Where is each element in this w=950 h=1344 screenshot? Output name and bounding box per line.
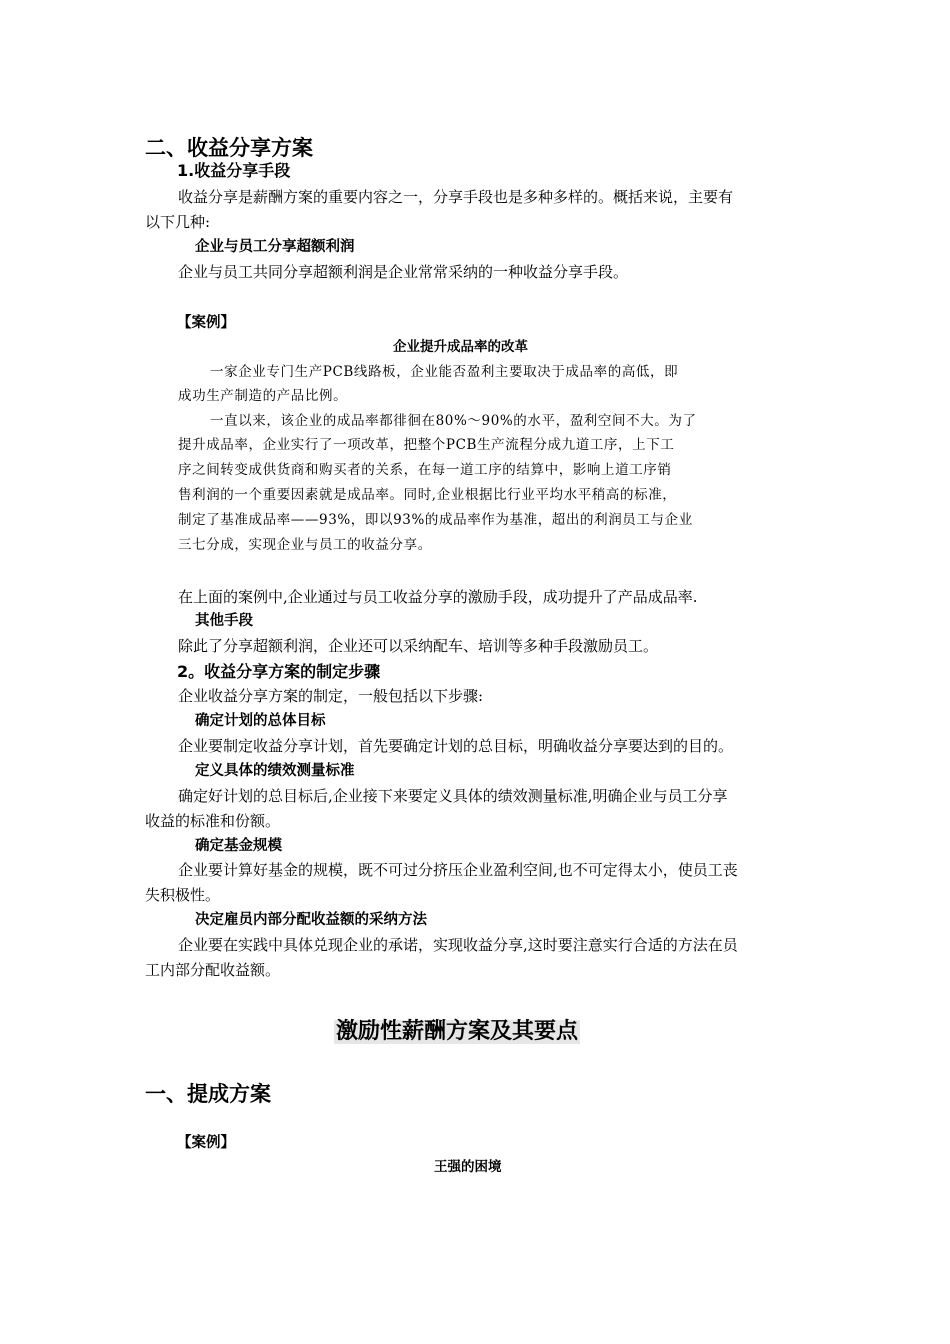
subsection-title-sharing-methods: 1.收益分享手段 xyxy=(177,161,291,180)
case-label-2: 【案例】 xyxy=(177,1135,235,1151)
item-title-excess-profit: 企业与员工分享超额利润 xyxy=(195,239,355,255)
item-text-excess-profit: 企业与员工共同分享超额利润是企业常常采纳的一种收益分享手段。 xyxy=(178,263,629,281)
step-text-line: 工内部分配收益额。 xyxy=(145,961,281,979)
case-text-line: 制定了基准成品率——93%，即以93%的成品率作为基准，超出的利润员工与企业 xyxy=(178,512,693,528)
case-text-line: 成功生产制造的产品比例。 xyxy=(178,388,348,404)
case-text-line: 一家企业专门生产PCB线路板，企业能否盈利主要取决于成品率的高低，即 xyxy=(210,364,679,380)
case-text-line: 一直以来，该企业的成品率都徘徊在80%～90%的水平，盈利空间不大。为了 xyxy=(210,413,697,429)
step-text-line: 企业要制定收益分享计划，首先要确定计划的总目标，明确收益分享要达到的目的。 xyxy=(178,737,734,755)
case-text-line: 三七分成，实现企业与员工的收益分享。 xyxy=(178,537,432,553)
step-text-line: 失积极性。 xyxy=(145,886,221,904)
step-text-line: 确定好计划的总目标后,企业接下来要定义具体的绩效测量标准,明确企业与员工分享 xyxy=(178,787,728,805)
subsection-title-steps: 2。收益分享方案的制定步骤 xyxy=(177,662,381,681)
chapter-title-incentive-pay: 激励性薪酬方案及其要点 xyxy=(336,1019,579,1044)
step-text-line: 企业要计算好基金的规模，既不可过分挤压企业盈利空间,也不可定得太小，使员工丧 xyxy=(178,861,738,879)
step-title: 确定基金规模 xyxy=(195,838,282,854)
item-title-other-methods: 其他手段 xyxy=(195,613,253,629)
case-text-line: 序之间转变成供货商和购买者的关系，在每一道工序的结算中，影响上道工序销 xyxy=(178,462,672,478)
intro-paragraph-line-1: 收益分享是薪酬方案的重要内容之一，分享手段也是多种多样的。概括来说，主要有 xyxy=(178,188,734,206)
case-summary: 在上面的案例中,企业通过与员工收益分享的激励手段，成功提升了产品成品率. xyxy=(178,588,698,606)
step-title: 确定计划的总体目标 xyxy=(195,713,326,729)
case-text-line: 提升成品率，企业实行了一项改革，把整个PCB生产流程分成九道工序，上下工 xyxy=(178,437,675,453)
case-text-line: 售利润的一个重要因素就是成品率。同时,企业根据比行业平均水平稍高的标准， xyxy=(178,487,677,503)
step-title: 决定雇员内部分配收益额的采纳方法 xyxy=(195,912,427,928)
section-title-commission: 一、提成方案 xyxy=(145,1082,271,1106)
step-text-line: 企业要在实践中具体兑现企业的承诺，实现收益分享,这时要注意实行合适的方法在员 xyxy=(178,936,738,954)
step-title: 定义具体的绩效测量标准 xyxy=(195,763,355,779)
item-text-other-methods: 除此了分享超额利润，企业还可以采纳配车、培训等多种手段激励员工。 xyxy=(178,637,659,655)
case-title-wangqiang: 王强的困境 xyxy=(434,1159,502,1175)
step-text-line: 收益的标准和份额。 xyxy=(145,812,281,830)
section-title-profit-sharing: 二、收益分享方案 xyxy=(145,136,313,160)
intro-paragraph-line-2: 以下几种: xyxy=(145,213,211,231)
case-title-yield-reform: 企业提升成品率的改革 xyxy=(393,339,528,355)
steps-intro: 企业收益分享方案的制定，一般包括以下步骤: xyxy=(178,687,484,705)
case-label: 【案例】 xyxy=(177,315,235,331)
